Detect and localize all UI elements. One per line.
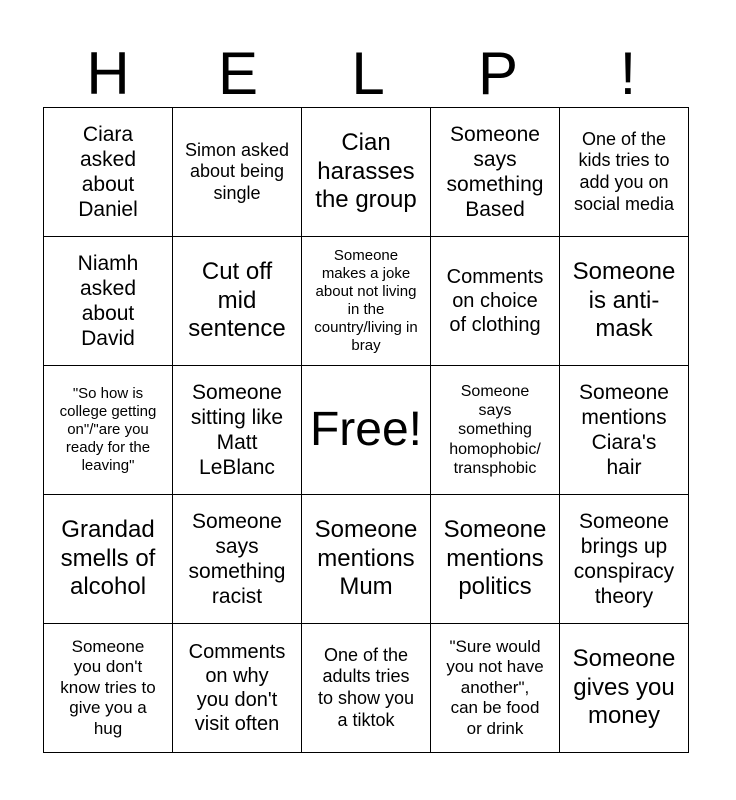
cell-text: Someone mentions politics — [443, 515, 547, 601]
bingo-title — [43, 40, 693, 108]
cell-text: Grandad smells of alcohol — [60, 515, 156, 601]
bingo-cell[interactable] — [44, 237, 173, 366]
cell-text: Comments on choice of clothing — [446, 266, 544, 336]
bingo-cell[interactable] — [173, 366, 302, 495]
bingo-cell[interactable] — [560, 237, 689, 366]
bingo-cell[interactable] — [173, 495, 302, 624]
bingo-cell[interactable] — [173, 237, 302, 366]
cell-text: Comments on why you don't visit often — [188, 641, 286, 735]
bingo-cell[interactable] — [44, 108, 173, 237]
title-letter-e: E — [217, 40, 259, 107]
cell-text: Free! — [309, 403, 423, 457]
board-row — [44, 624, 689, 753]
board-row — [44, 366, 689, 495]
bingo-cell[interactable] — [560, 108, 689, 237]
cell-text: Someone sitting like Matt LeBlanc — [190, 380, 284, 480]
bingo-cell[interactable] — [560, 624, 689, 753]
bingo-cell[interactable] — [44, 366, 173, 495]
cell-text: Someone makes a joke about not living in the country/living in bray — [314, 247, 418, 354]
board-row — [44, 237, 689, 366]
bingo-cell[interactable] — [302, 237, 431, 366]
cell-text: Someone mentions Ciara's hair — [579, 380, 669, 480]
cell-text: Someone you don't know tries to give you a hug — [60, 637, 156, 738]
title-letter-p: P — [477, 40, 519, 107]
cell-text: Someone says something racist — [188, 509, 286, 609]
title-letter-h: H — [86, 40, 130, 107]
bingo-cell[interactable] — [302, 495, 431, 624]
cell-text: Niamh asked about David — [77, 251, 139, 351]
title-letter-l: L — [351, 40, 385, 107]
free-cell[interactable] — [302, 366, 431, 495]
cell-text: Simon asked about being single — [184, 139, 290, 203]
cell-text: Someone says something Based — [446, 122, 544, 222]
bingo-cell[interactable] — [431, 366, 560, 495]
cell-text: Cut off mid sentence — [188, 257, 286, 343]
bingo-cell[interactable] — [302, 624, 431, 753]
bingo-cell[interactable] — [431, 108, 560, 237]
cell-text: Someone gives you money — [572, 644, 676, 730]
bingo-cell[interactable] — [44, 495, 173, 624]
cell-text: Someone says something homophobic/ transphobic — [449, 383, 541, 477]
bingo-cell[interactable] — [560, 495, 689, 624]
bingo-board — [43, 107, 689, 753]
bingo-cell[interactable] — [173, 624, 302, 753]
bingo-cell[interactable] — [173, 108, 302, 237]
bingo-cell[interactable] — [302, 108, 431, 237]
bingo-cell[interactable] — [431, 624, 560, 753]
title-letter-exclamation: ! — [619, 40, 637, 107]
bingo-cell[interactable] — [431, 237, 560, 366]
bingo-cell[interactable] — [44, 624, 173, 753]
cell-text: One of the adults tries to show you a tiktok — [317, 644, 415, 730]
bingo-cell[interactable] — [431, 495, 560, 624]
cell-text: One of the kids tries to add you on social media — [573, 128, 675, 214]
cell-text: Someone mentions Mum — [314, 515, 418, 601]
bingo-cell[interactable] — [560, 366, 689, 495]
cell-text: Someone is anti- mask — [572, 257, 676, 343]
board-row — [44, 495, 689, 624]
board-row — [44, 108, 689, 237]
cell-text: Someone brings up conspiracy theory — [573, 509, 675, 609]
cell-text: Ciara asked about Daniel — [78, 122, 138, 222]
cell-text: "Sure would you not have another", can be food or drink — [446, 637, 544, 738]
cell-text: Cian harasses the group — [315, 128, 417, 214]
cell-text: "So how is college getting on"/"are you ready for the leaving" — [59, 385, 157, 474]
